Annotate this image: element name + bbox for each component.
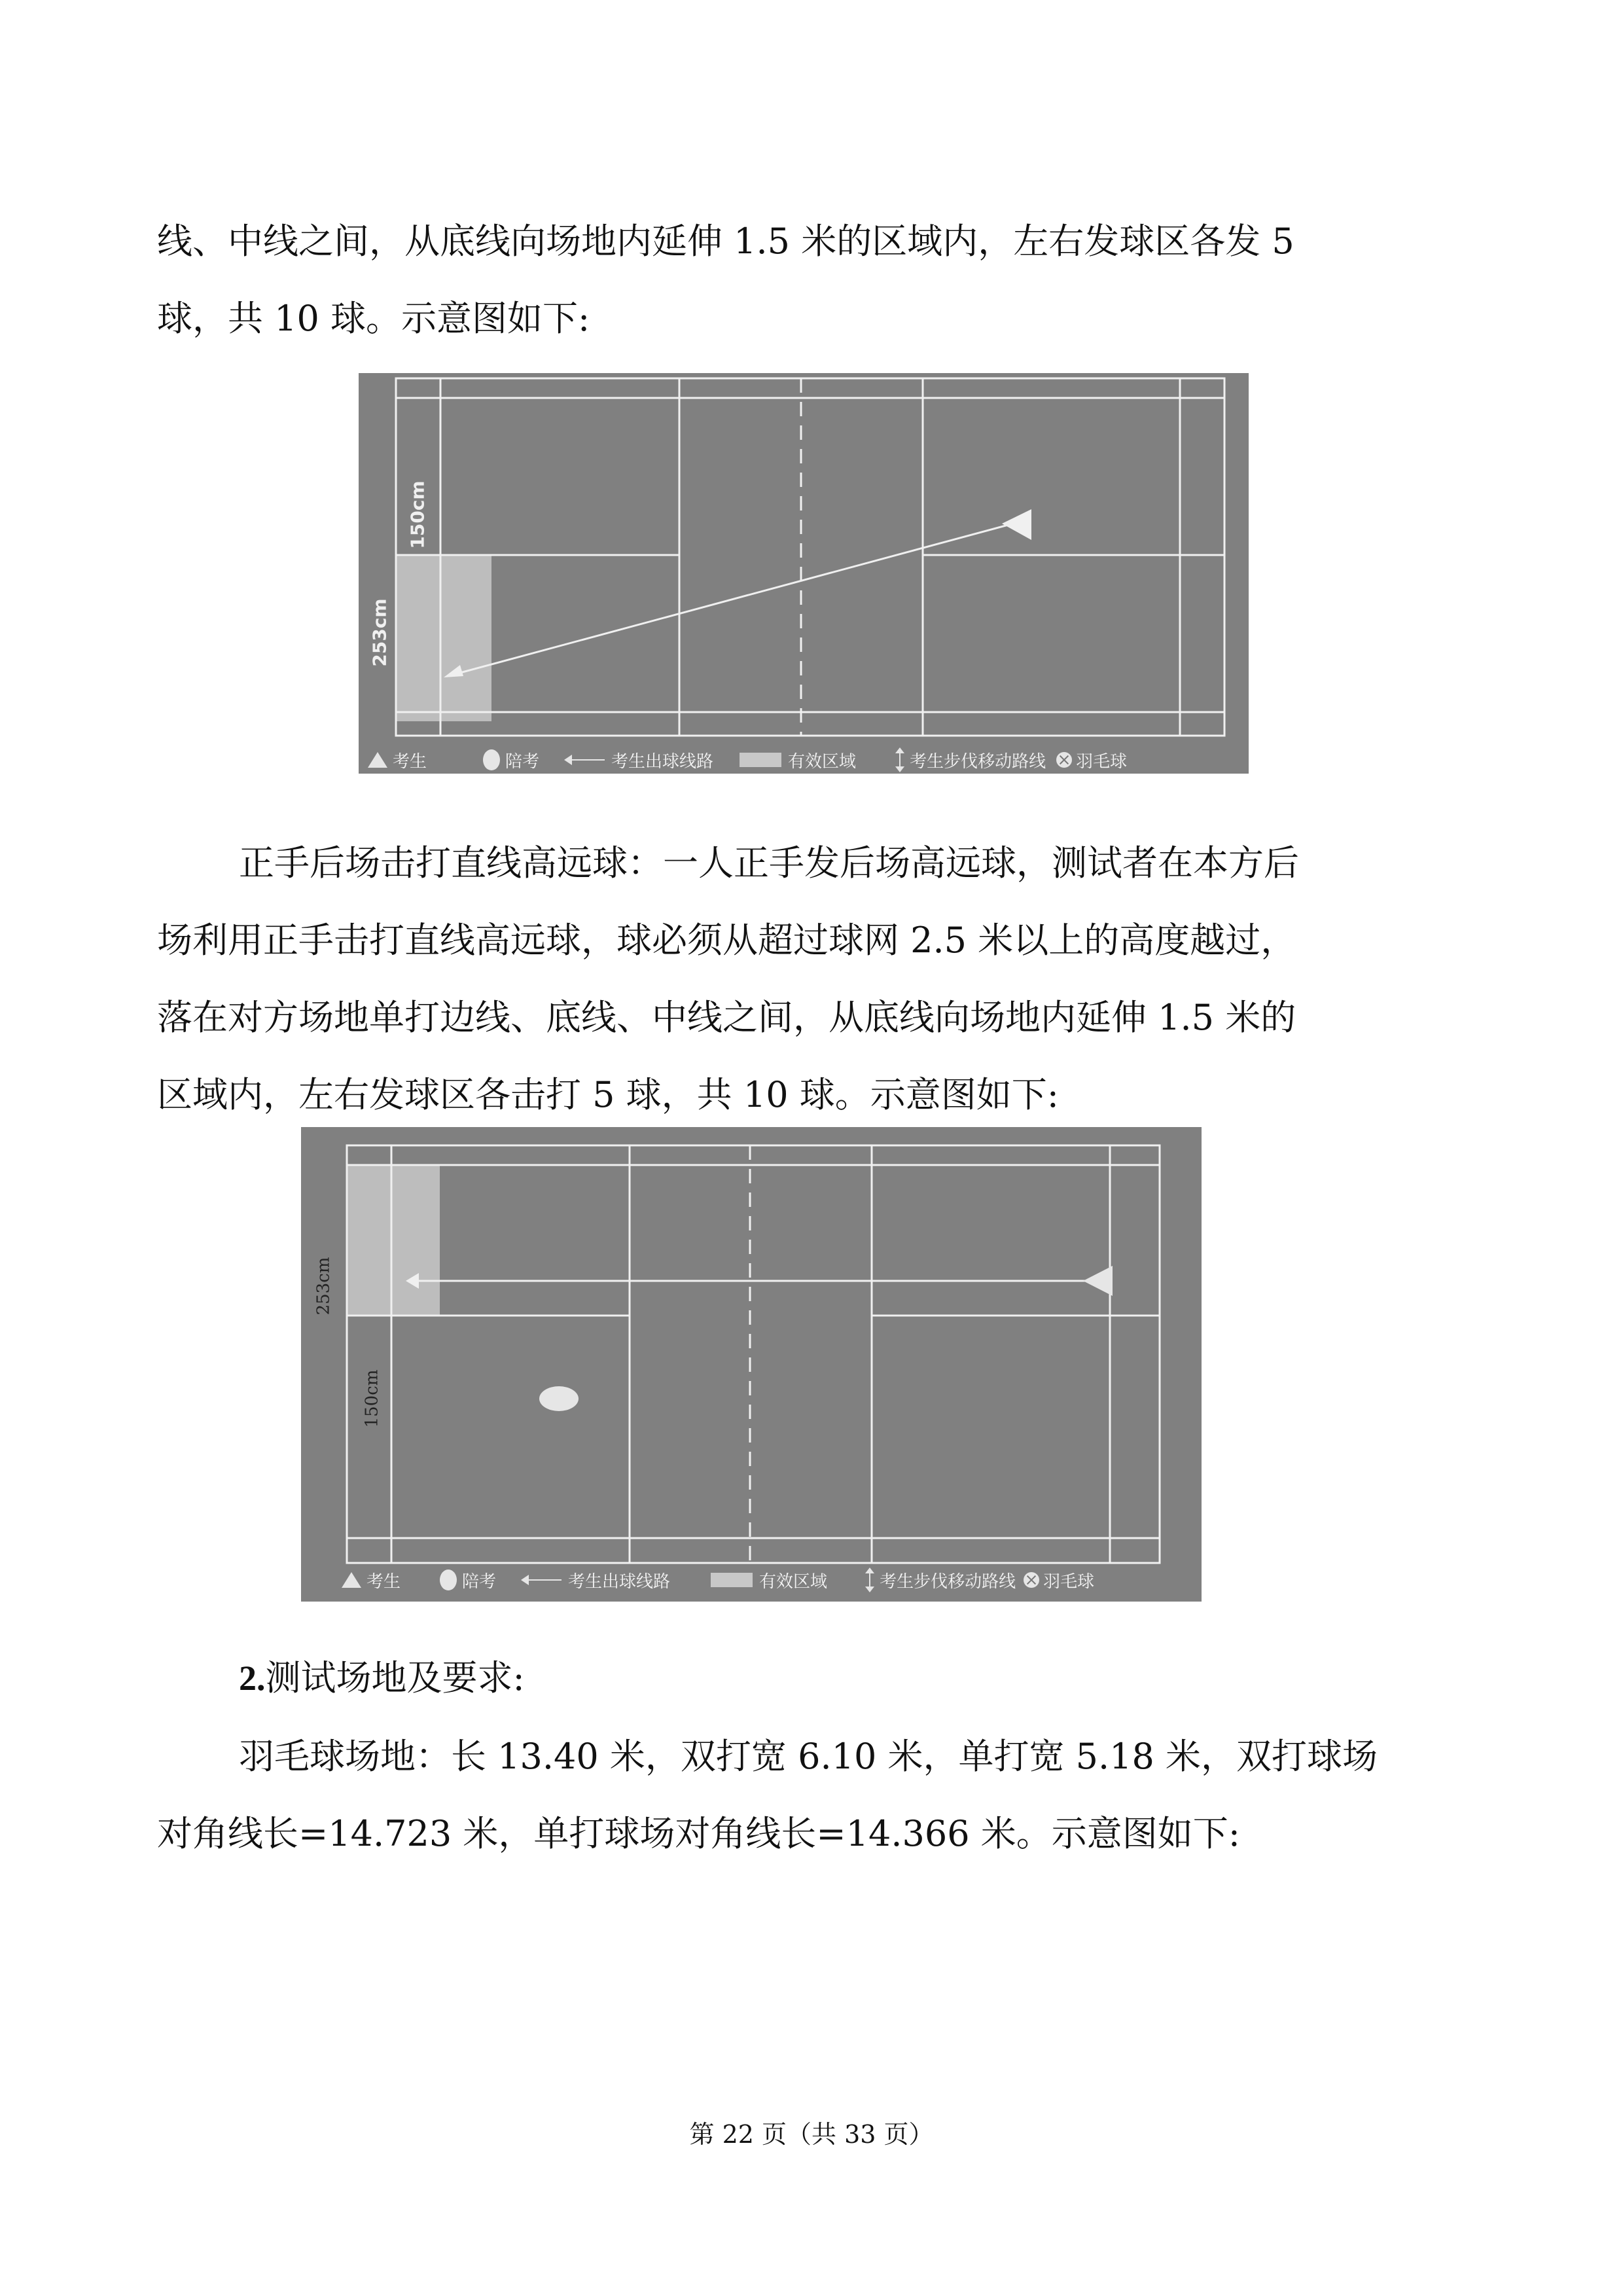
- companion-oval: [539, 1386, 579, 1411]
- legend-candidate: 考生: [368, 748, 427, 772]
- legend-shuttlecock: 羽毛球: [1024, 1568, 1094, 1592]
- paragraph-court-spec: [157, 1718, 1466, 1873]
- shuttlecock-icon: [1056, 752, 1072, 768]
- triangle-icon: [342, 1572, 361, 1588]
- shuttlecock-icon: [1024, 1572, 1039, 1588]
- up-down-arrow-icon: [869, 1569, 870, 1591]
- dimension-label-253: 253cm: [313, 1257, 334, 1316]
- zone-swatch-icon: [711, 1573, 753, 1587]
- candidate-triangle: [1002, 509, 1031, 540]
- paragraph-serve-zone: [157, 203, 1466, 357]
- triangle-icon: [368, 752, 387, 768]
- legend-footwork: 考生步伐移动路线: [899, 748, 1046, 772]
- candidate-triangle: [1083, 1266, 1113, 1296]
- legend-candidate: 考生: [342, 1568, 401, 1592]
- valid-zone: [396, 555, 491, 721]
- paragraph-forehand-clear: [157, 825, 1466, 1134]
- dimension-label-150: 150cm: [406, 480, 429, 549]
- text-line: 线、中线之间，从底线向场地内延伸 1.5 米的区域内，左右发球区各发 5: [157, 221, 1294, 262]
- legend-valid-zone: 有效区域: [711, 1568, 827, 1592]
- dimension-label-253: 253cm: [368, 598, 391, 667]
- text-line: 区域内，左右发球区各击打 5 球，共 10 球。示意图如下:: [157, 1074, 1059, 1115]
- zone-swatch-icon: [740, 753, 781, 767]
- legend-valid-zone: 有效区域: [740, 748, 856, 772]
- text-line: 落在对方场地单打边线、底线、中线之间，从底线向场地内延伸 1.5 米的: [157, 997, 1296, 1038]
- arrow-icon: [565, 759, 605, 761]
- section-heading: [239, 1640, 525, 1717]
- dimension-label-150: 150cm: [362, 1369, 382, 1428]
- court-diagram-cross-court: [359, 373, 1249, 774]
- oval-icon: [440, 1570, 457, 1590]
- up-down-arrow-icon: [899, 749, 901, 771]
- legend-ball-path: 考生出球线路: [565, 748, 713, 772]
- text-line: 场利用正手击打直线高远球，球必须从超过球网 2.5 米以上的高度越过，: [157, 920, 1296, 961]
- legend-companion: 陪考: [483, 748, 539, 772]
- legend-ball-path: 考生出球线路: [522, 1568, 670, 1592]
- arrow-icon: [522, 1579, 562, 1581]
- valid-zone: [347, 1165, 440, 1316]
- heading-number: 2.: [239, 1659, 266, 1698]
- court-lines: [301, 1127, 1202, 1602]
- legend: [301, 1566, 1202, 1594]
- legend: [359, 746, 1249, 774]
- heading-text: 测试场地及要求:: [265, 1657, 525, 1698]
- text-line: 正手后场击打直线高远球：一人正手发后场高远球，测试者在本方后: [239, 842, 1299, 884]
- court-lines: [359, 373, 1249, 774]
- oval-icon: [483, 749, 500, 770]
- text-line: 羽毛球场地：长 13.40 米，双打宽 6.10 米，单打宽 5.18 米，双打球场: [239, 1736, 1378, 1777]
- court-diagram-straight: [301, 1127, 1202, 1602]
- text-line: 对角线长=14.723 米，单打球场对角线长=14.366 米。示意图如下:: [157, 1813, 1240, 1854]
- page-footer: 第 22 页（共 33 页）: [689, 2120, 934, 2149]
- legend-companion: 陪考: [440, 1568, 496, 1592]
- legend-footwork: 考生步伐移动路线: [869, 1568, 1016, 1592]
- ball-path-arrow: [450, 524, 1013, 675]
- legend-shuttlecock: 羽毛球: [1056, 748, 1127, 772]
- text-line: 球，共 10 球。示意图如下:: [157, 298, 590, 339]
